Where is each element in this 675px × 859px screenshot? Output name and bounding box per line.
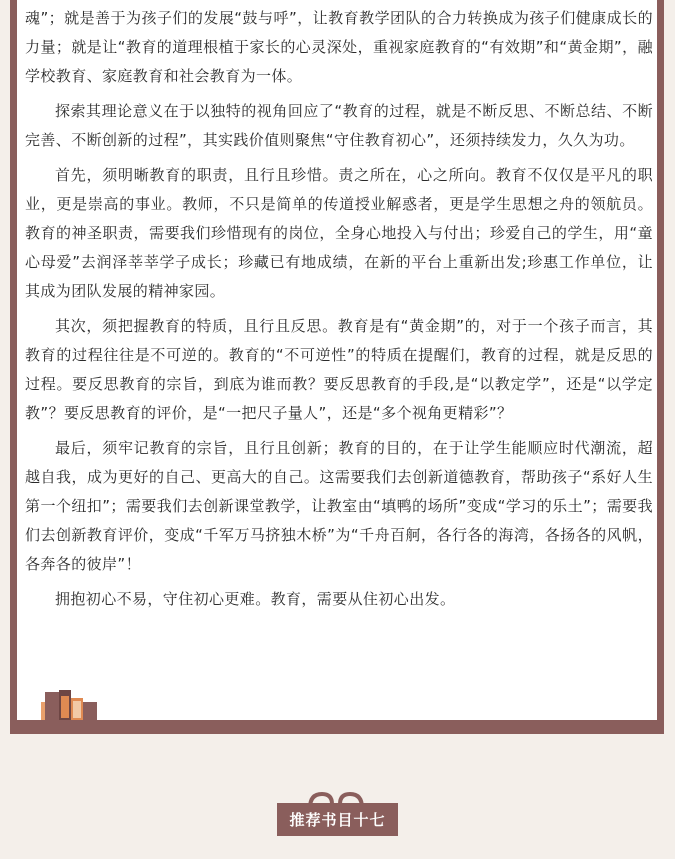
paragraph-6: 拥抱初心不易，守住初心更难。教育，需要从住初心出发。 [55,590,456,608]
article-frame [10,0,664,734]
paragraph-2: 探索其理论意义在于以独特的视角回应了“教育的过程，就是不断反思、不断总结、不断完善、不断创新的过程”，其实践价值则聚焦“守住教育初心”，还须持续发力，久久为功。 [25,102,653,149]
paragraph-5: 最后，须牢记教育的宗旨，且行且创新；教育的目的，在于让学生能顺应时代潮流，超越自我，成为更好的自己、更高大的自己。这需要我们去创新道德教育，帮助孩子“系好人生第一个纽扣”；需要我们去创新课堂教学，让教室由“填鸭的场所”变成“学习的乐土”；需要我们去创新教育评价，变成“千军万马挤独木桥”为“千舟百舸，各行各的海湾，各扬各的风帆，各奔各的彼岸”！ [25,439,653,573]
paragraph-1: 魂”；就是善于为孩子们的发展“鼓与呼”，让教育教学团队的合力转换成为孩子们健康成长的力量；就是让“教育的道理根植于家长的心灵深处，重视家庭教育的“有效期”和“黄金期”，融学校教育、家庭教育和社会教育为一体。 [25,9,653,85]
article-paper [17,0,657,720]
paragraph-4: 其次，须把握教育的特质，且行且反思。教育是有“黄金期”的，对于一个孩子而言，其教育的过程往往是不可逆的。教育的“不可逆性”的特质在提醒们，教育的过程，就是反思的过程。要反思教育的宗旨，到底为谁而教？要反思教育的手段,是“以教定学”，还是“以学定教”？要反思教育的评价，是“一把尺子量人”，还是“多个视角更精彩”？ [25,317,653,422]
recommend-book-label: 推荐书目十七 [277,803,398,836]
article-body [25,4,653,620]
books-icon [39,688,99,720]
paragraph-3: 首先，须明晰教育的职责，且行且珍惜。责之所在，心之所向。教育不仅仅是平凡的职业，更是崇高的事业。教师，不只是简单的传道授业解惑者，更是学生思想之舟的领航员。教育的神圣职责，需要我们珍惜现有的岗位，全身心地投入与付出；珍爱自己的学生，用“童心母爱”去润泽莘莘学子成长；珍藏已有地成绩，在新的平台上重新出发;珍惠工作单位，让其成为团队发展的精神家园。 [25,166,653,300]
